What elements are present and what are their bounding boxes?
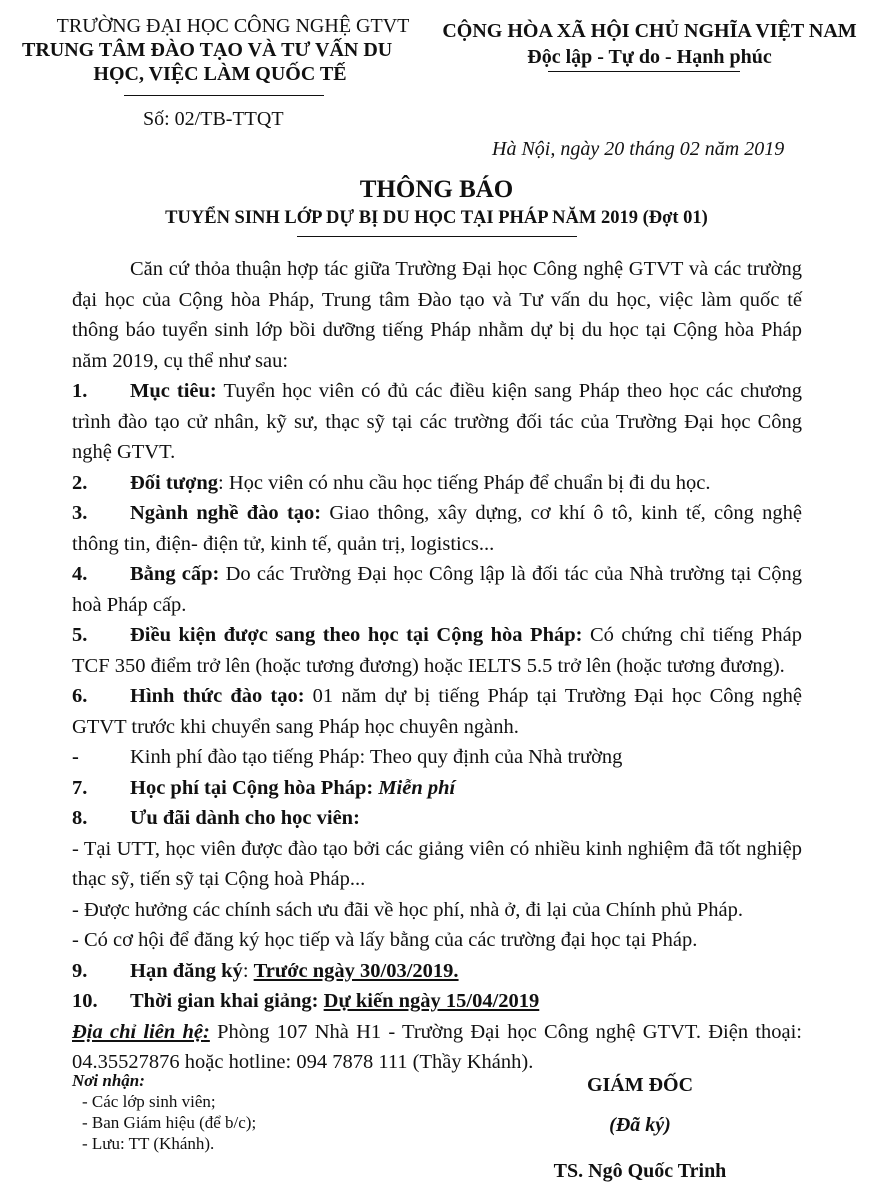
country-name: CỘNG HÒA XÃ HỘI CHỦ NGHĨA VIỆT NAM	[442, 20, 857, 42]
item-8: 8. Ưu đãi dành cho học viên:	[72, 807, 360, 829]
benefit-2: - Được hưởng các chính sách ưu đãi về học phí, nhà ở, đi lại của Chính phủ Pháp.	[72, 898, 744, 921]
item-tuition-fee: - Kinh phí đào tạo tiếng Pháp: Theo quy định của Nhà trường	[72, 746, 623, 768]
recipient-item: - Ban Giám hiệu (để b/c);	[82, 1113, 257, 1132]
benefit-1: - Tại UTT, học viên được đào tạo bởi các giảng viên có nhiều kinh nghiệm đã tốt nghiệp thạc sỹ, tiến sỹ tại Cộng hoà Pháp...	[72, 837, 802, 890]
center-name-line1: TRUNG TÂM ĐÀO TẠO VÀ TƯ VẤN DU	[22, 39, 393, 61]
document-number: Số: 02/TB-TTQT	[143, 108, 284, 130]
header-right-underline	[548, 71, 740, 72]
center-name-line2: HỌC, VIỆC LÀM QUỐC TẾ	[93, 63, 347, 85]
item-1: 1. Mục tiêu: Tuyển học viên có đủ các điều kiện sang Pháp theo học các chương trình đào tạo cử nhân, kỹ sư, thạc sỹ tại các trường đối tác của Trường Đại học Công nghệ GTVT.	[72, 380, 802, 463]
national-header	[426, 18, 873, 70]
university-name: TRƯỜNG ĐẠI HỌC CÔNG NGHỆ GTVT	[56, 15, 410, 37]
issuer-header	[0, 14, 440, 86]
signer-name: TS. Ngô Quốc Trinh	[553, 1160, 727, 1182]
contact-paragraph: Địa chỉ liên hệ: Phòng 107 Nhà H1 - Trường Đại học Công nghệ GTVT. Điện thoại: 04.35527876 hoặc hotline: 094 7878 111 (Thầy Khánh).	[72, 1020, 802, 1073]
item-2: 2. Đối tượng: Học viên có nhu cầu học tiếng Pháp để chuẩn bị đi du học.	[72, 471, 711, 494]
item-7: 7. Học phí tại Cộng hòa Pháp: Miễn phí	[72, 776, 456, 799]
recipient-item: - Lưu: TT (Khánh).	[82, 1134, 215, 1153]
intro-paragraph: Căn cứ thỏa thuận hợp tác giữa Trường Đại học Công nghệ GTVT và các trường đại học của Cộng hòa Pháp, Trung tâm Đào tạo và Tư vấn du học, việc làm quốc tế thông báo tuyển sinh lớp bồi dưỡng tiếng Pháp nhằm dự bị du học tại Cộng hòa Pháp năm 2019, cụ thể như sau:	[72, 258, 802, 372]
motto: Độc lập - Tự do - Hạnh phúc	[527, 46, 772, 68]
document-date: Hà Nội, ngày 20 tháng 02 năm 2019	[492, 138, 785, 160]
header-left-underline	[124, 95, 324, 96]
item-3: 3. Ngành nghề đào tạo: Giao thông, xây dựng, cơ khí ô tô, kinh tế, công nghệ thông tin, điện- điện tử, kinh tế, quản trị, logistics...	[72, 502, 802, 555]
title-underline	[297, 236, 577, 237]
signer-position: GIÁM ĐỐC	[586, 1074, 694, 1096]
item-10-opening: 10. Thời gian khai giảng: Dự kiến ngày 15/04/2019	[72, 990, 540, 1012]
document-subtitle: TUYỂN SINH LỚP DỰ BỊ DU HỌC TẠI PHÁP NĂM 2019 (Đợt 01)	[165, 208, 708, 228]
document-title: THÔNG BÁO	[359, 176, 514, 203]
opening-value: Dự kiến ngày 15/04/2019	[323, 990, 540, 1012]
deadline-value: Trước ngày 30/03/2019.	[253, 959, 459, 982]
contact-details: Phòng 107 Nhà H1 - Trường Đại học Công nghệ GTVT. Điện thoại: 04.35527876 hoặc hotline: 094 7878 111 (Thầy Khánh).	[72, 1020, 802, 1073]
benefit-3: - Có cơ hội để đăng ký học tiếp và lấy bằng của các trường đại học tại Pháp.	[72, 929, 698, 951]
item-6: 6. Hình thức đào tạo: 01 năm dự bị tiếng Pháp tại Trường Đại học Công nghệ GTVT trước khi chuyển sang Pháp học chuyên ngành.	[72, 685, 802, 738]
recipient-item: - Các lớp sinh viên;	[82, 1092, 216, 1111]
recipients-heading: Nơi nhận:	[72, 1071, 145, 1090]
item-4: 4. Bằng cấp: Do các Trường Đại học Công lập là đối tác của Nhà trường tại Cộng hoà Pháp cấp.	[72, 563, 802, 616]
document-body	[72, 254, 802, 1078]
recipients-block	[72, 1070, 256, 1154]
contact-label: Địa chỉ liên hệ	[72, 1020, 204, 1043]
item-9-deadline: 9. Hạn đăng ký: Trước ngày 30/03/2019.	[72, 959, 459, 982]
item-5: 5. Điều kiện được sang theo học tại Cộng hòa Pháp: Có chứng chỉ tiếng Pháp TCF 350 điểm trở lên (hoặc tương đương) hoặc IELTS 5.5 trở lên (hoặc tương đương).	[72, 624, 802, 677]
signature-status: (Đã ký)	[609, 1114, 671, 1136]
